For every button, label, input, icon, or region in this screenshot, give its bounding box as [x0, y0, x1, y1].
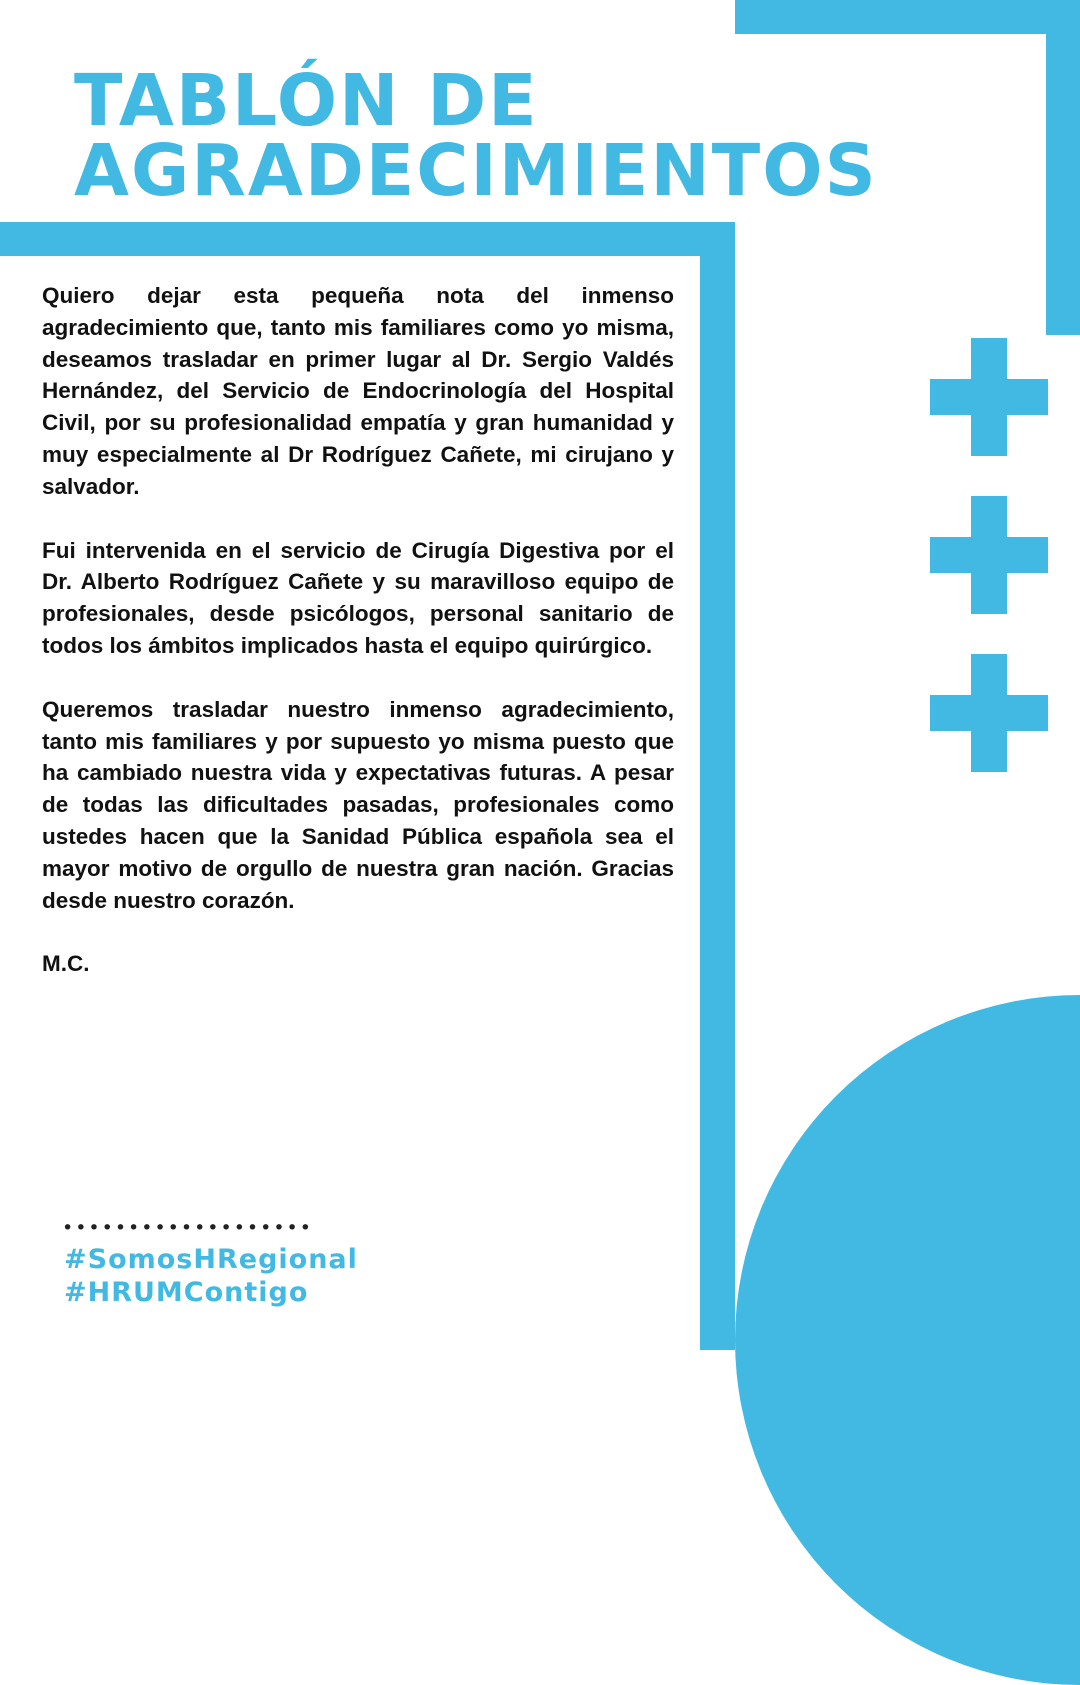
letter-signature: M.C. — [42, 951, 90, 977]
frame-column — [700, 222, 735, 1350]
page-title — [74, 59, 878, 212]
decorative-circle — [735, 995, 1080, 1685]
hashtag: #SomosHRegional — [64, 1244, 358, 1275]
plus-icon — [930, 338, 1048, 456]
letter-paragraph: Queremos trasladar nuestro inmenso agradecimiento, tanto mis familiares y por supuesto yo misma puesto que ha cambiado nuestra vida y expectativas futuras. A pesar de todas las dificultades pasadas, profesionales como ustedes hacen que la Sanidad Pública española sea el mayor motivo de orgullo de nuestra gran nación. Gracias desde nuestro corazón. — [42, 696, 674, 913]
frame-band — [0, 222, 735, 256]
plus-icon — [930, 654, 1048, 772]
letter-body — [42, 280, 674, 1012]
letter-paragraph: Fui intervenida en el servicio de Cirugía Digestiva por el Dr. Alberto Rodríguez Cañete y su maravilloso equipo de profesionales, desde psicólogos, personal sanitario de todos los ámbitos implicados hasta el equipo quirúrgico. — [42, 537, 674, 658]
dotted-divider: ••••••••••••••••••• — [62, 1217, 313, 1239]
hashtags — [64, 1243, 358, 1309]
title-line-1: TABLÓN DE — [74, 59, 539, 142]
plus-icon — [930, 496, 1048, 614]
hashtag: #HRUMContigo — [64, 1277, 309, 1308]
letter-paragraph: Quiero dejar esta pequeña nota del inmenso agradecimiento que, tanto mis familiares como yo misma, deseamos trasladar en primer lugar al Dr. Sergio Valdés Hernández, del Servicio de Endocrinología del Hospital Civil, por su profesionalidad empatía y gran humanidad y muy especialmente al Dr Rodríguez Cañete, mi cirujano y salvador. — [42, 283, 674, 499]
title-line-2: AGRADECIMIENTOS — [74, 129, 878, 212]
